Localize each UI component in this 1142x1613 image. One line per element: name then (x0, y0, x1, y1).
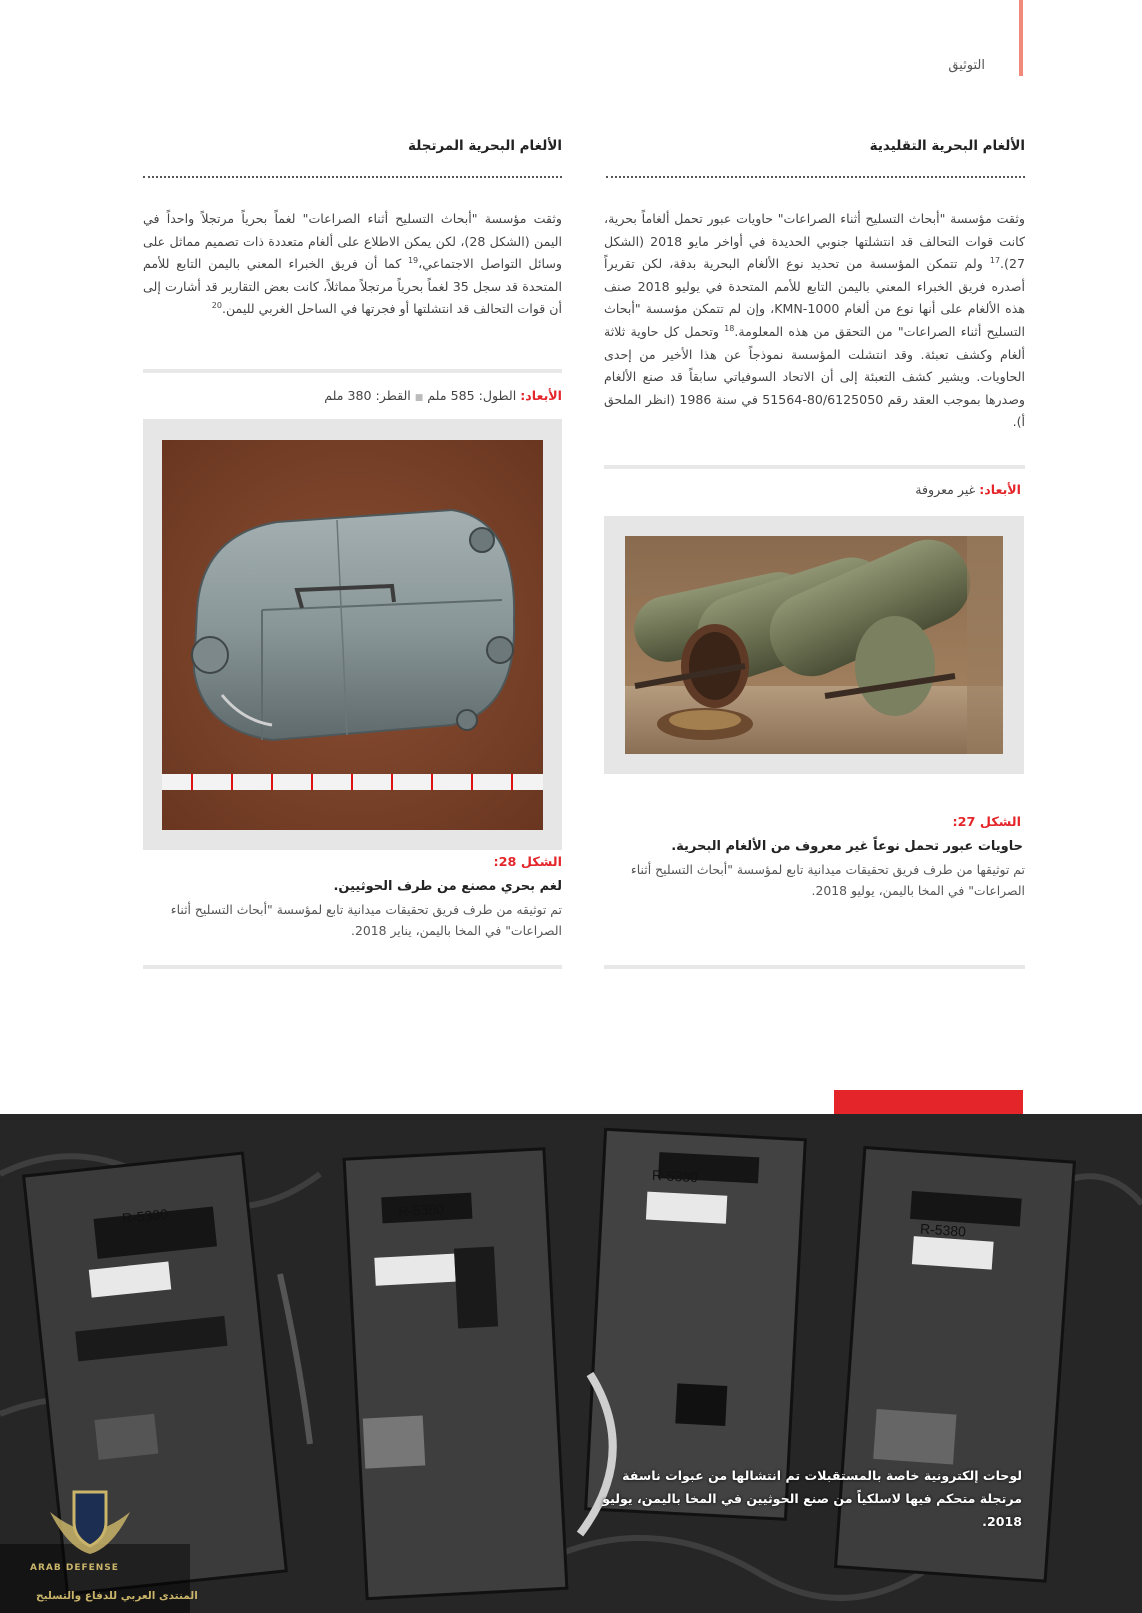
bottom-red-accent-bar (834, 1090, 1023, 1114)
shield-logo-icon (50, 1488, 130, 1564)
watermark-english: ARAB DEFENSE (30, 1563, 119, 1573)
left-column-dotted-divider (606, 176, 1025, 178)
circuit-boards-photo (0, 1114, 1142, 1613)
board-4-label: R-5380 (919, 1220, 967, 1240)
bottom-photo-caption: لوحات إلكترونية خاصة بالمستقبلات تم انتشالها من عبوات ناسفة مرتجلة متحكم فيها لاسلكياً من صنع الحوثيين في المخا باليمن، يوليو 2018. (602, 1468, 1022, 1529)
board-2-label: R-5380 (397, 1200, 445, 1220)
left-column-rule (604, 465, 1025, 469)
right-dimensions: الأبعاد: الطول: 585 ملم■القطر: 380 ملم (324, 388, 562, 403)
figure-27-caption: تم توثيقها من طرف فريق تحقيقات ميدانية تابع لمؤسسة "أبحاث التسليح أثناء الصراعات" في المخا باليمن، يوليو 2018. (630, 862, 1025, 898)
figure-28-caption: تم توثيقه من طرف فريق تحقيقات ميدانية تابع لمؤسسة "أبحاث التسليح أثناء الصراعات" في المخا باليمن، يناير 2018. (170, 902, 562, 938)
figure-28-frame (143, 419, 562, 850)
figure-27-frame (604, 516, 1024, 774)
figure-27-title: حاويات عبور تحمل نوعاً غير معروف من الألغام البحرية. (671, 839, 1023, 854)
left-column-bottom-rule (604, 965, 1025, 969)
header-accent-bar (1019, 0, 1023, 76)
board-1-label: R-5380 (121, 1205, 169, 1227)
right-column-rule (143, 369, 562, 373)
figure-28-number: الشكل 28: (493, 855, 562, 870)
figure-27-photo (625, 536, 1003, 754)
figure-28-title: لغم بحري مصنع من طرف الحوثيين. (333, 879, 562, 894)
section-label: التوثيق (948, 58, 985, 73)
figure-28-photo (162, 440, 543, 830)
right-column-dotted-divider (143, 176, 562, 178)
left-column-title: الألغام البحرية التقليدية (869, 138, 1025, 154)
right-column-title: الألغام البحرية المرتجلة (408, 138, 562, 154)
right-column-bottom-rule (143, 965, 562, 969)
board-3-label: R-5380 (651, 1166, 699, 1186)
right-column-paragraph: وثقت مؤسسة "أبحاث التسليح أثناء الصراعات" لغماً بحرياً مرتجلاً واحداً في اليمن (الشكل 28)، لكن يمكن الاطلاع على ألغام متعددة ذات تصميم مماثل على وسائل التواصل الاجتماعي،$^{19}$ كما أن فريق الخبراء المعني باليمن التابع للأمم المتحدة قد سجل 35 لغماً بحرياً مرتجلاً مماثلاً، كانت بعض التقارير قد أشارت إلى أن قوات التحالف قد انتشلتها أو فجرتها في الساحل الغربي لليمن.$^{20}$ (143, 211, 562, 317)
left-column-paragraph: وثقت مؤسسة "أبحاث التسليح أثناء الصراعات" حاويات عبور تحمل ألغاماً بحرية، كانت قوات التحالف قد انتشلتها جنوبي الحديدة في أواخر مايو 2018 (الشكل 27).$^{17}$ ولم تتمكن المؤسسة من تحديد نوع الألغام البحرية بدقة، لكن تقريراً أصدره فريق الخبراء المعني باليمن التابع للأمم المتحدة في يوليو 2018 صنف هذه الألغام على أنها نوع من ألغام KMN-1000، وإن لم تتمكن مؤسسة "أبحاث التسليح أثناء الصراعات" من التحقق من هذه المعلومة.$^{18}$ وتحمل كل حاوية ثلاثة ألغام وكشف تعبئة. وقد انتشلت المؤسسة نموذجاً عن هذا الأخير من إحدى الحاويات. ويشير كشف التعبئة إلى أن الاتحاد السوفياتي سابقاً قد صنع الألغام وصدرها بموجب العقد رقم 80/6125050-51564 في سنة 1986 (انظر الملحق أ). (604, 211, 1026, 430)
left-dimensions: الأبعاد: غير معروفة (915, 482, 1021, 497)
figure-27-number: الشكل 27: (952, 815, 1021, 830)
watermark-arabic: المنتدى العربي للدفاع والتسليح (36, 1590, 198, 1602)
